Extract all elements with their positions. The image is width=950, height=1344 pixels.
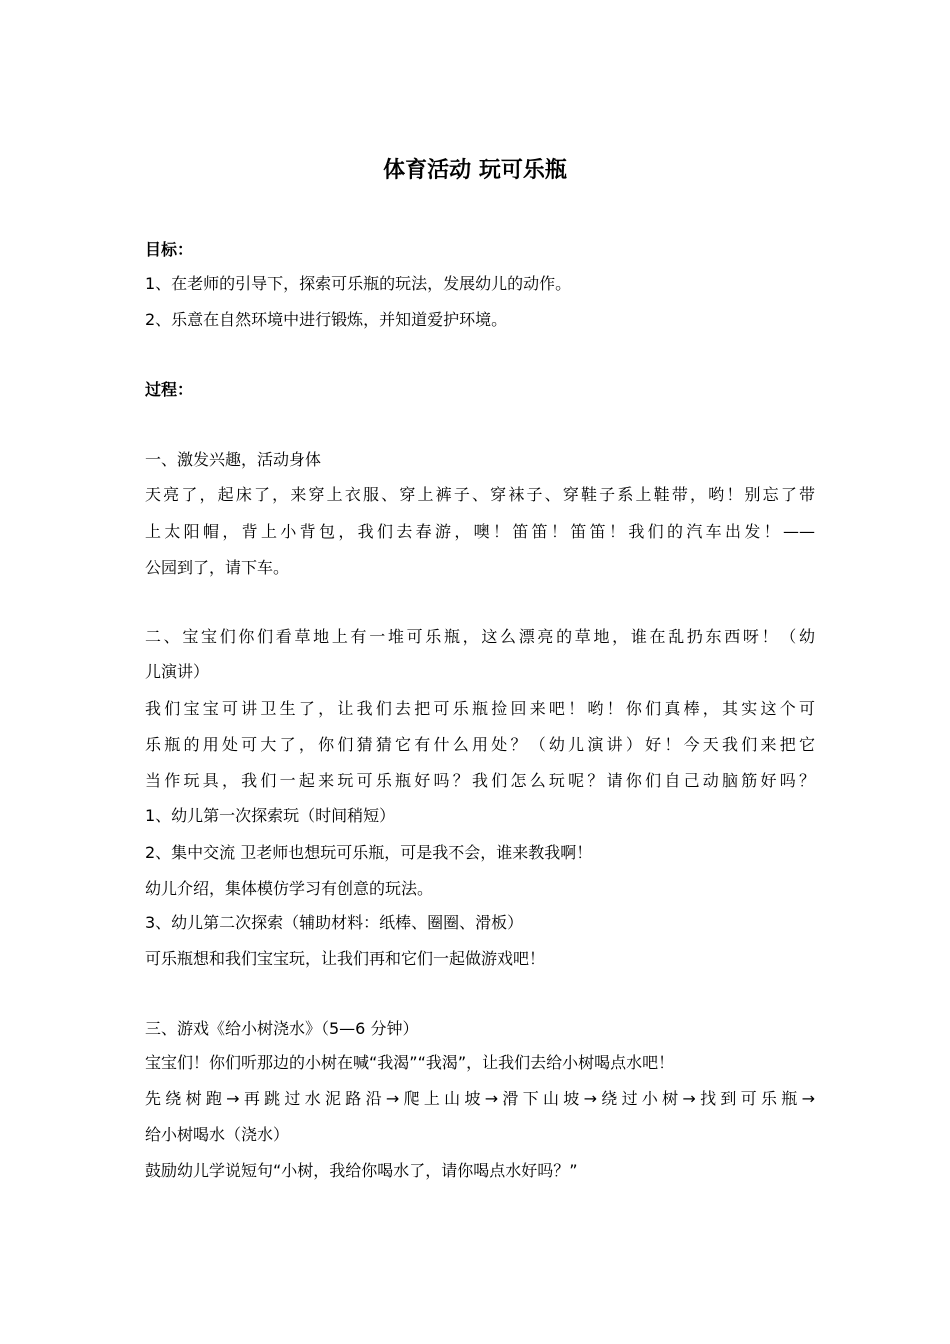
section2-step: 3、幼儿第二次探索（辅助材料：纸棒、圈圈、滑板） bbox=[145, 913, 524, 932]
section3-paragraph-line: 鼓励幼儿学说短句“小树，我给你喝水了，请你喝点水好吗？” bbox=[145, 1161, 578, 1180]
section2-paragraph-line: 二、宝宝们你们看草地上有一堆可乐瓶，这么漂亮的草地，谁在乱扔东西呀！（幼 bbox=[145, 627, 815, 646]
section2-paragraph-line: 我们宝宝可讲卫生了，让我们去把可乐瓶捡回来吧！哟！你们真棒，其实这个可 bbox=[145, 699, 815, 718]
process-heading: 过程： bbox=[145, 380, 194, 399]
section1-heading: 一、激发兴趣，活动身体 bbox=[145, 450, 322, 469]
section3-paragraph-line: 给小树喝水（浇水） bbox=[145, 1125, 290, 1144]
section2-paragraph-line: 可乐瓶想和我们宝宝玩，让我们再和它们一起做游戏吧！ bbox=[145, 949, 546, 968]
goals-heading: 目标： bbox=[145, 240, 194, 259]
section2-paragraph-line: 儿演讲） bbox=[145, 662, 210, 681]
section3-heading: 三、游戏《给小树浇水》（5—6 分钟） bbox=[145, 1019, 419, 1038]
section1-paragraph-line: 上太阳帽，背上小背包，我们去春游，噢！笛笛！笛笛！我们的汽车出发！—— bbox=[145, 522, 815, 541]
section3-paragraph-line: 宝宝们！你们听那边的小树在喊“我渴”“我渴”，让我们去给小树喝点水吧！ bbox=[145, 1053, 675, 1072]
section2-paragraph-line: 当作玩具，我们一起来玩可乐瓶好吗？我们怎么玩呢？请你们自己动脑筋好吗？ bbox=[145, 771, 815, 790]
section2-step: 1、幼儿第一次探索玩（时间稍短） bbox=[145, 806, 396, 825]
section2-paragraph-line: 乐瓶的用处可大了，你们猜猜它有什么用处？（幼儿演讲）好！今天我们来把它 bbox=[145, 735, 815, 754]
section1-paragraph-line: 公园到了，请下车。 bbox=[145, 558, 290, 577]
section2-step: 2、集中交流 卫老师也想玩可乐瓶，可是我不会，谁来教我啊！ bbox=[145, 843, 593, 862]
section1-paragraph-line: 天亮了，起床了，来穿上衣服、穿上裤子、穿袜子、穿鞋子系上鞋带，哟！别忘了带 bbox=[145, 485, 815, 504]
goal-item: 2、乐意在自然环境中进行锻炼，并知道爱护环境。 bbox=[145, 310, 508, 329]
section2-paragraph-line: 幼儿介绍，集体模仿学习有创意的玩法。 bbox=[145, 879, 434, 898]
section3-paragraph-line: 先绕树跑→再跳过水泥路沿→爬上山坡→滑下山坡→绕过小树→找到可乐瓶→ bbox=[145, 1089, 815, 1108]
document-title: 体育活动 玩可乐瓶 bbox=[383, 158, 567, 183]
goal-item: 1、在老师的引导下，探索可乐瓶的玩法，发展幼儿的动作。 bbox=[145, 274, 572, 293]
